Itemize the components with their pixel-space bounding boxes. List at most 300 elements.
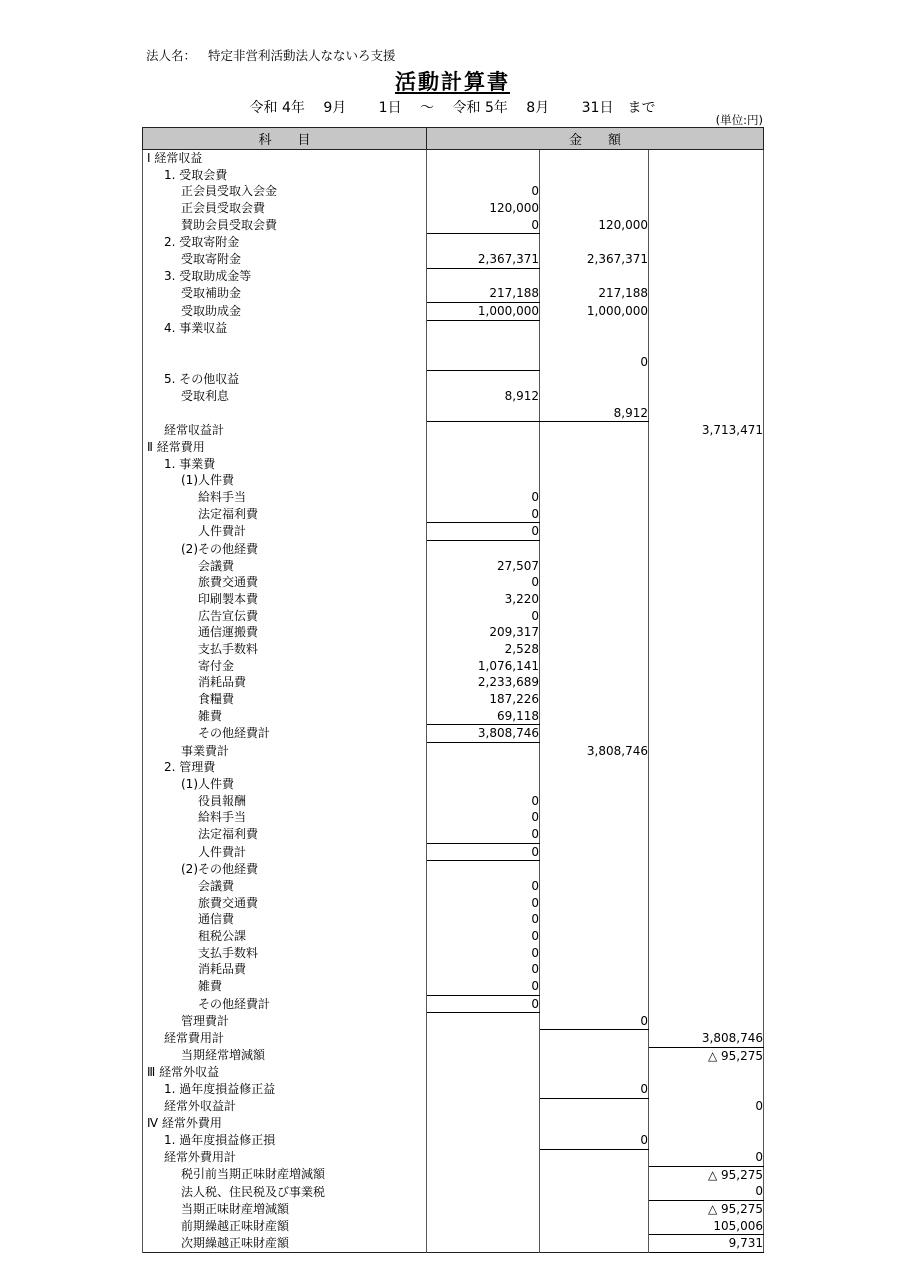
amount-detail: 0 [427, 489, 540, 506]
amount-total [649, 167, 764, 184]
amount-detail: 2,367,371 [427, 251, 540, 268]
amount-subtotal [540, 674, 649, 691]
item-label: 受取寄附金 [143, 251, 427, 268]
amount-total [649, 861, 764, 878]
amount-detail [427, 268, 540, 285]
amount-total [649, 1132, 764, 1149]
amount-subtotal [540, 167, 649, 184]
table-row [143, 1047, 764, 1064]
amount-total [649, 624, 764, 641]
amount-detail [427, 422, 540, 439]
amount-detail [427, 354, 540, 371]
amount-subtotal: 8,912 [540, 405, 649, 422]
table-row [143, 776, 764, 793]
amount-total [649, 708, 764, 725]
amount-subtotal [540, 1047, 649, 1064]
item-label: 当期正味財産増減額 [143, 1201, 427, 1218]
amount-subtotal [540, 658, 649, 675]
amount-detail [427, 1235, 540, 1253]
amount-subtotal [540, 895, 649, 912]
amount-detail: 0 [427, 843, 540, 861]
amount-detail [427, 456, 540, 473]
item-label: 前期繰越正味財産額 [143, 1218, 427, 1235]
amount-total: 105,006 [649, 1218, 764, 1235]
item-label: 受取補助金 [143, 285, 427, 302]
amount-total [649, 1013, 764, 1030]
amount-detail: 0 [427, 523, 540, 541]
amount-subtotal [540, 1098, 649, 1115]
amount-total [649, 674, 764, 691]
table-row [143, 878, 764, 895]
amount-detail [427, 371, 540, 388]
amount-detail: 3,220 [427, 591, 540, 608]
table-row [143, 809, 764, 826]
statement-table [142, 127, 764, 1253]
table-row [143, 691, 764, 708]
item-label: 租税公課 [143, 928, 427, 945]
amount-detail [427, 1218, 540, 1235]
item-label: 管理費計 [143, 1013, 427, 1030]
table-row [143, 995, 764, 1013]
amount-subtotal [540, 1030, 649, 1047]
table-row [143, 1132, 764, 1149]
table-row [143, 183, 764, 200]
amount-subtotal [540, 961, 649, 978]
table-row [143, 826, 764, 843]
amount-subtotal [540, 809, 649, 826]
corporation-name: 特定非営利活動法人なないろ支援 [208, 48, 396, 63]
amount-detail [427, 1030, 540, 1047]
amount-detail [427, 1098, 540, 1115]
amount-subtotal [540, 1064, 649, 1081]
amount-subtotal [540, 472, 649, 489]
table-row [143, 911, 764, 928]
amount-subtotal [540, 624, 649, 641]
table-row [143, 320, 764, 337]
amount-total [649, 911, 764, 928]
amount-detail [427, 776, 540, 793]
item-label: 賛助会員受取会費 [143, 217, 427, 234]
amount-detail: 217,188 [427, 285, 540, 302]
amount-detail: 0 [427, 608, 540, 625]
amount-total [649, 268, 764, 285]
amount-subtotal: 3,808,746 [540, 742, 649, 759]
item-label [143, 405, 427, 422]
item-label: (2)その他経費 [143, 861, 427, 878]
amount-detail: 0 [427, 793, 540, 810]
item-label: Ⅲ 経常外収益 [143, 1064, 427, 1081]
amount-detail [427, 320, 540, 337]
amount-subtotal [540, 608, 649, 625]
item-label: (1)人件費 [143, 472, 427, 489]
amount-detail [427, 150, 540, 167]
amount-detail [427, 1064, 540, 1081]
table-row [143, 540, 764, 557]
table-row [143, 1149, 764, 1166]
corporation-line [146, 46, 396, 64]
item-label: 経常外収益計 [143, 1098, 427, 1115]
amount-detail: 0 [427, 183, 540, 200]
item-label: 経常費用計 [143, 1030, 427, 1047]
item-label: 正会員受取入会金 [143, 183, 427, 200]
amount-detail: 120,000 [427, 200, 540, 217]
item-label: 会議費 [143, 878, 427, 895]
item-label: 3. 受取助成金等 [143, 268, 427, 285]
table-row [143, 523, 764, 541]
table-row [143, 472, 764, 489]
amount-detail: 0 [427, 809, 540, 826]
item-label: 2. 管理費 [143, 759, 427, 776]
amount-detail: 187,226 [427, 691, 540, 708]
amount-subtotal [540, 1183, 649, 1200]
amount-total [649, 200, 764, 217]
amount-subtotal: 2,367,371 [540, 251, 649, 268]
item-label: 印刷製本費 [143, 591, 427, 608]
amount-subtotal: 120,000 [540, 217, 649, 234]
item-label: 消耗品費 [143, 961, 427, 978]
table-row [143, 945, 764, 962]
amount-subtotal: 0 [540, 1013, 649, 1030]
table-row [143, 150, 764, 167]
amount-detail [427, 1132, 540, 1149]
amount-total [649, 337, 764, 354]
amount-detail [427, 167, 540, 184]
item-label: Ⅳ 経常外費用 [143, 1115, 427, 1132]
amount-subtotal [540, 574, 649, 591]
amount-detail [427, 1081, 540, 1098]
item-label: 食糧費 [143, 691, 427, 708]
amount-total [649, 725, 764, 743]
amount-subtotal [540, 1149, 649, 1166]
table-row [143, 1115, 764, 1132]
amount-subtotal [540, 200, 649, 217]
amount-total: 3,713,471 [649, 422, 764, 439]
amount-total [649, 354, 764, 371]
amount-total [649, 388, 764, 405]
corporation-label: 法人名： [146, 48, 197, 63]
amount-total [649, 691, 764, 708]
amount-subtotal [540, 591, 649, 608]
item-label: 2. 受取寄附金 [143, 234, 427, 251]
amount-subtotal [540, 337, 649, 354]
amount-total [649, 759, 764, 776]
amount-detail: 0 [427, 978, 540, 995]
amount-subtotal [540, 878, 649, 895]
table-row [143, 574, 764, 591]
table-row [143, 793, 764, 810]
item-label: その他経費計 [143, 725, 427, 743]
amount-subtotal [540, 150, 649, 167]
table-row [143, 439, 764, 456]
table-row [143, 234, 764, 251]
table-row [143, 285, 764, 302]
amount-subtotal: 217,188 [540, 285, 649, 302]
amount-detail: 3,808,746 [427, 725, 540, 743]
amount-total [649, 608, 764, 625]
table-row [143, 843, 764, 861]
table-row [143, 895, 764, 912]
amount-total [649, 456, 764, 473]
amount-total: 3,808,746 [649, 1030, 764, 1047]
table-row [143, 371, 764, 388]
amount-total: 0 [649, 1183, 764, 1200]
amount-total [649, 776, 764, 793]
amount-total: 0 [649, 1149, 764, 1166]
amount-detail [427, 234, 540, 251]
table-row [143, 591, 764, 608]
amount-subtotal [540, 776, 649, 793]
table-row [143, 1013, 764, 1030]
item-label: 法人税、住民税及び事業税 [143, 1183, 427, 1200]
amount-subtotal [540, 320, 649, 337]
item-label: Ⅰ 経常収益 [143, 150, 427, 167]
amount-detail: 0 [427, 895, 540, 912]
item-label: 役員報酬 [143, 793, 427, 810]
amount-subtotal: 1,000,000 [540, 302, 649, 320]
item-label: 1. 受取会費 [143, 167, 427, 184]
amount-total [649, 558, 764, 575]
amount-detail [427, 1149, 540, 1166]
amount-total [649, 489, 764, 506]
amount-total [649, 540, 764, 557]
item-label: 支払手数料 [143, 945, 427, 962]
item-label: 受取利息 [143, 388, 427, 405]
amount-subtotal [540, 422, 649, 439]
amount-total [649, 641, 764, 658]
amount-detail: 0 [427, 995, 540, 1013]
table-row [143, 1081, 764, 1098]
amount-total: △ 95,275 [649, 1166, 764, 1183]
amount-total [649, 895, 764, 912]
page-title: 活動計算書 [395, 70, 510, 94]
amount-subtotal [540, 268, 649, 285]
item-label: Ⅱ 経常費用 [143, 439, 427, 456]
item-label: 経常外費用計 [143, 1149, 427, 1166]
amount-total [649, 405, 764, 422]
amount-detail: 2,528 [427, 641, 540, 658]
amount-subtotal [540, 523, 649, 541]
item-label: 当期経常増減額 [143, 1047, 427, 1064]
item-label: 法定福利費 [143, 826, 427, 843]
item-label: 広告宣伝費 [143, 608, 427, 625]
amount-subtotal [540, 1218, 649, 1235]
amount-detail: 1,000,000 [427, 302, 540, 320]
amount-total [649, 320, 764, 337]
amount-total: △ 95,275 [649, 1047, 764, 1064]
amount-subtotal [540, 641, 649, 658]
item-label: 旅費交通費 [143, 895, 427, 912]
item-label: (2)その他経費 [143, 540, 427, 557]
table-row [143, 422, 764, 439]
amount-detail: 0 [427, 217, 540, 234]
item-label: 経常収益計 [143, 422, 427, 439]
amount-total [649, 1064, 764, 1081]
table-row [143, 405, 764, 422]
amount-total [649, 217, 764, 234]
item-label: 5. その他収益 [143, 371, 427, 388]
table-row [143, 268, 764, 285]
table-row [143, 489, 764, 506]
table-row [143, 167, 764, 184]
amount-total [649, 945, 764, 962]
amount-subtotal [540, 978, 649, 995]
item-label: 会議費 [143, 558, 427, 575]
amount-subtotal [540, 540, 649, 557]
table-row [143, 641, 764, 658]
amount-subtotal [540, 456, 649, 473]
amount-total [649, 878, 764, 895]
table-row [143, 456, 764, 473]
amount-total: 9,731 [649, 1235, 764, 1253]
item-label: 雑費 [143, 708, 427, 725]
item-label: その他経費計 [143, 995, 427, 1013]
amount-subtotal [540, 911, 649, 928]
table-row [143, 961, 764, 978]
item-label: 1. 過年度損益修正損 [143, 1132, 427, 1149]
item-label: 正会員受取会費 [143, 200, 427, 217]
amount-total [649, 995, 764, 1013]
item-label: 給料手当 [143, 489, 427, 506]
amount-detail [427, 759, 540, 776]
amount-subtotal [540, 759, 649, 776]
amount-total [649, 523, 764, 541]
amount-total [649, 472, 764, 489]
amount-subtotal [540, 995, 649, 1013]
amount-subtotal [540, 558, 649, 575]
table-row [143, 506, 764, 523]
column-header-item: 科 目 [143, 128, 427, 150]
amount-subtotal [540, 1166, 649, 1183]
item-label: 1. 過年度損益修正益 [143, 1081, 427, 1098]
amount-total [649, 506, 764, 523]
amount-subtotal [540, 708, 649, 725]
item-label: 通信運搬費 [143, 624, 427, 641]
amount-subtotal [540, 1115, 649, 1132]
table-row [143, 337, 764, 354]
amount-subtotal [540, 945, 649, 962]
table-row [143, 608, 764, 625]
amount-subtotal [540, 489, 649, 506]
amount-subtotal [540, 183, 649, 200]
table-row [143, 708, 764, 725]
amount-subtotal [540, 506, 649, 523]
column-header-amount: 金 額 [427, 128, 764, 150]
item-label: 消耗品費 [143, 674, 427, 691]
amount-total [649, 928, 764, 945]
table-row [143, 624, 764, 641]
amount-total [649, 809, 764, 826]
item-label: 1. 事業費 [143, 456, 427, 473]
amount-detail: 0 [427, 826, 540, 843]
amount-detail [427, 405, 540, 422]
amount-subtotal [540, 793, 649, 810]
unit-note: (単位:円) [715, 113, 763, 127]
table-row [143, 759, 764, 776]
amount-total [649, 978, 764, 995]
amount-total [649, 574, 764, 591]
item-label: 受取助成金 [143, 302, 427, 320]
amount-total [649, 843, 764, 861]
amount-detail: 1,076,141 [427, 658, 540, 675]
amount-total [649, 1081, 764, 1098]
table-row [143, 217, 764, 234]
amount-total [649, 826, 764, 843]
item-label: 旅費交通費 [143, 574, 427, 591]
table-row [143, 1166, 764, 1183]
amount-total [649, 742, 764, 759]
amount-subtotal: 0 [540, 354, 649, 371]
table-header-row [143, 128, 764, 150]
amount-subtotal [540, 1201, 649, 1218]
amount-subtotal [540, 861, 649, 878]
table-row [143, 1064, 764, 1081]
amount-detail [427, 337, 540, 354]
item-label: (1)人件費 [143, 776, 427, 793]
amount-detail: 0 [427, 961, 540, 978]
amount-detail: 0 [427, 911, 540, 928]
amount-detail: 69,118 [427, 708, 540, 725]
amount-subtotal [540, 371, 649, 388]
table-row [143, 742, 764, 759]
table-row [143, 1183, 764, 1200]
table-row [143, 725, 764, 743]
amount-subtotal [540, 691, 649, 708]
amount-total [649, 1115, 764, 1132]
table-row [143, 354, 764, 371]
amount-detail: 209,317 [427, 624, 540, 641]
amount-detail: 0 [427, 878, 540, 895]
amount-total [649, 285, 764, 302]
amount-total: △ 95,275 [649, 1201, 764, 1218]
item-label: 雑費 [143, 978, 427, 995]
amount-detail [427, 1013, 540, 1030]
amount-total: 0 [649, 1098, 764, 1115]
amount-subtotal [540, 725, 649, 743]
amount-total [649, 302, 764, 320]
statement-table-body [143, 150, 764, 1253]
amount-subtotal [540, 928, 649, 945]
amount-detail: 27,507 [427, 558, 540, 575]
amount-detail: 8,912 [427, 388, 540, 405]
amount-detail [427, 1166, 540, 1183]
item-label: 事業費計 [143, 742, 427, 759]
table-row [143, 978, 764, 995]
amount-subtotal [540, 234, 649, 251]
amount-total [649, 150, 764, 167]
amount-detail: 0 [427, 506, 540, 523]
item-label: 寄付金 [143, 658, 427, 675]
amount-total [649, 591, 764, 608]
item-label: 人件費計 [143, 843, 427, 861]
reporting-period: 令和 4年 9月 1日 ～ 令和 5年 8月 31日 まで [249, 100, 656, 116]
amount-total [649, 793, 764, 810]
amount-total [649, 371, 764, 388]
table-row [143, 200, 764, 217]
table-row [143, 1235, 764, 1253]
amount-detail [427, 1183, 540, 1200]
item-label: 通信費 [143, 911, 427, 928]
amount-total [649, 183, 764, 200]
amount-detail: 0 [427, 574, 540, 591]
amount-detail: 0 [427, 945, 540, 962]
amount-detail: 2,233,689 [427, 674, 540, 691]
table-row [143, 928, 764, 945]
amount-detail [427, 472, 540, 489]
amount-detail [427, 540, 540, 557]
amount-detail [427, 861, 540, 878]
amount-total [649, 251, 764, 268]
table-row [143, 1201, 764, 1218]
